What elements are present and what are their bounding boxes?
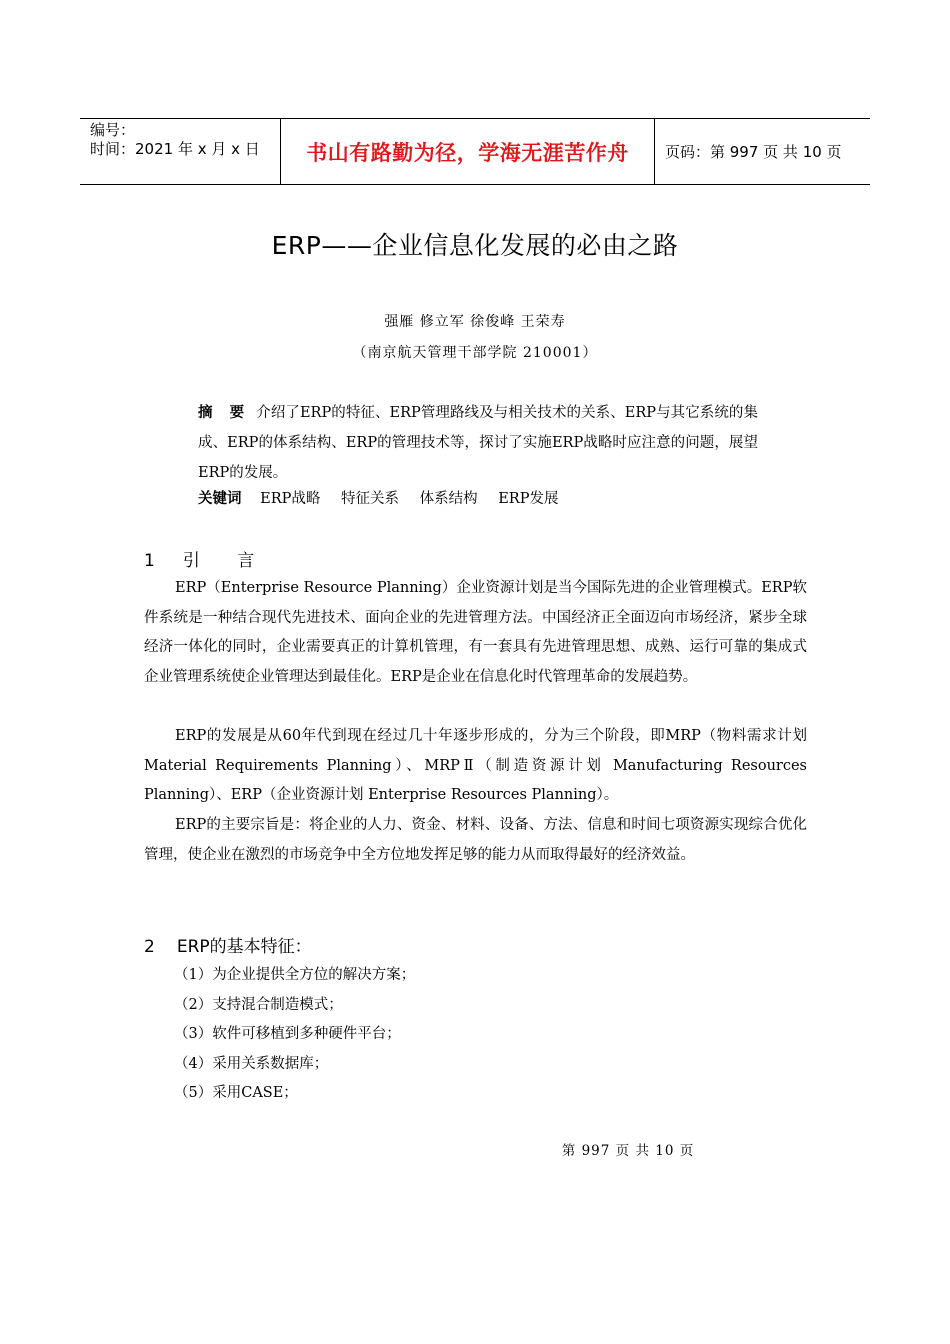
list-item: （2）支持混合制造模式； [174, 996, 343, 1013]
abstract-text: 介绍了ERP的特征、ERP管理路线及与相关技术的关系、ERP与其它系统的集成、ERP的体系结构、ERP的管理技术等，探讨了实施ERP战略时应注意的问题，展望ERP的发展。 [198, 405, 758, 481]
keyword-item: 体系结构 [419, 491, 478, 507]
keywords-label: 关键词 [198, 491, 242, 507]
feature-list [174, 961, 415, 1109]
abstract-label: 摘 要 [198, 405, 251, 421]
keyword-item: 特征关系 [340, 491, 399, 507]
page-footer: 第 997 页 共 10 页 [561, 1143, 695, 1159]
section-heading-2 [144, 932, 312, 957]
list-item: （1）为企业提供全方位的解决方案； [174, 967, 416, 983]
keyword-item: ERP发展 [498, 491, 559, 507]
keyword-item: ERP战略 [260, 491, 321, 507]
section-title: ERP的基本特征： [176, 937, 312, 957]
header-meta-cell [80, 119, 281, 184]
authors: 强雁 修立军 徐俊峰 王荣寿 [384, 314, 566, 330]
paragraph: ERP的发展是从60年代到现在经过几十年逐步形成的，分为三个阶段，即MRP（物料需求计划 Material Requirements Planning）、MRPⅡ（制造资源计划 Manufacturing Resources Planning）、ERP（企业资源计划 Enterprise Resources Planning）。 [144, 728, 807, 804]
document-title: ERP——企业信息化发展的必由之路 [271, 231, 679, 260]
header-page-cell [655, 119, 870, 184]
abstract [198, 398, 758, 488]
paragraph: ERP的主要宗旨是：将企业的人力、资金、材料、设备、方法、信息和时间七项资源实现综合优化管理，使企业在激烈的市场竞争中全方位地发挥足够的能力从而取得最好的经济效益。 [144, 817, 807, 863]
list-item: （5）采用CASE； [174, 1085, 298, 1101]
header-page-info: 页码：第 997 页 共 10 页 [665, 143, 842, 161]
section-number: 1 [144, 551, 155, 571]
paragraph: ERP（Enterprise Resource Planning）企业资源计划是当今国际先进的企业管理模式。ERP软件系统是一种结合现代先进技术、面向企业的先进管理方法。中国经济正全面迈向市场经济，紧步全球经济一体化的同时，企业需要真正的计算机管理，有一套具有先进管理思想、成熟、运行可靠的集成式企业管理系统使企业管理达到最佳化。ERP是企业在信息化时代管理革命的发展趋势。 [144, 580, 807, 686]
header-table [80, 118, 870, 185]
header-motto-cell [281, 119, 655, 184]
section-title: 引 言 [182, 551, 271, 571]
affiliation: （南京航天管理干部学院 210001） [352, 345, 598, 361]
keywords [198, 484, 574, 514]
section-heading-1 [144, 546, 270, 571]
document-date: 时间：2021 年 x 月 x 日 [90, 140, 260, 158]
list-item: （3）软件可移植到多种硬件平台； [174, 1026, 401, 1042]
list-item: （4）采用关系数据库； [174, 1055, 329, 1072]
document-number-label: 编号： [90, 121, 136, 139]
header-motto: 书山有路勤为径，学海无涯苦作舟 [306, 140, 629, 165]
section-number: 2 [144, 937, 155, 957]
